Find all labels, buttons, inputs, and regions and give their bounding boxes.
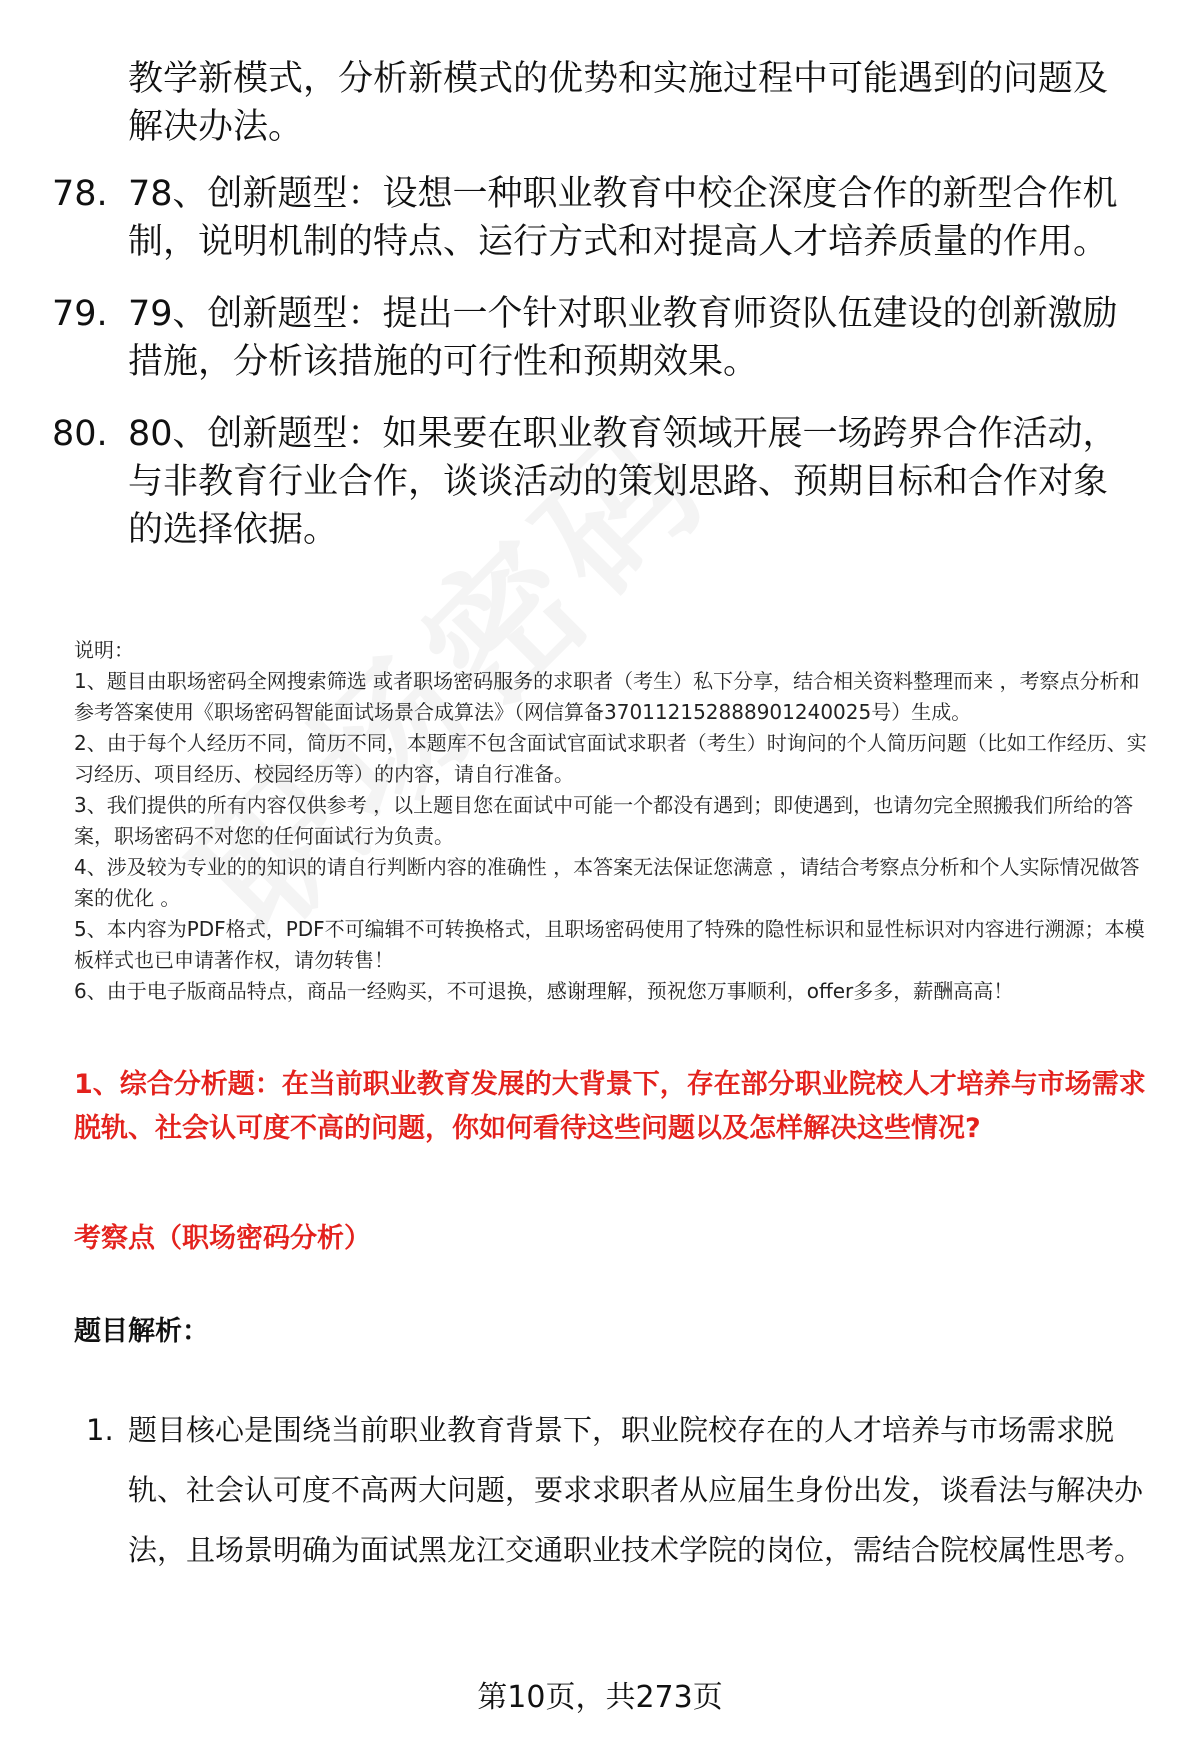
- analysis-heading: 题目解析：: [74, 1316, 209, 1347]
- main-question: 1、综合分析题：在当前职业教育发展的大背景下，存在部分职业院校人才培养与市场需求脱轨、社会认可度不高的问题，你如何看待这些问题以及怎样解决这些情况?: [74, 1069, 1146, 1144]
- analysis-number: 1.: [86, 1413, 114, 1447]
- question-number: 79.: [52, 294, 108, 334]
- notes-title: 说明：: [74, 638, 134, 662]
- question-text: 79、创新题型：提出一个针对职业教育师资队伍建设的创新激励措施，分析该措施的可行性和预期效果。: [128, 294, 1118, 382]
- question-text: 78、创新题型：设想一种职业教育中校企深度合作的新型合作机制，说明机制的特点、运行方式和对提高人才培养质量的作用。: [128, 174, 1118, 262]
- exam-point-heading: 考察点（职场密码分析）: [74, 1223, 371, 1254]
- intro-continuation: 教学新模式，分析新模式的优势和实施过程中可能遇到的问题及解决办法。: [128, 59, 1109, 147]
- question-number: 80.: [52, 414, 108, 454]
- page-footer: 第10页，共273页: [477, 1680, 723, 1715]
- notes-section: [74, 635, 1154, 1007]
- note-item: 5、本内容为PDF格式，PDF不可编辑不可转换格式，且职场密码使用了特殊的隐性标识和显性标识对内容进行溯源；本模板样式也已申请著作权，请勿转售！: [74, 917, 1145, 972]
- note-item: 1、题目由职场密码全网搜索筛选 或者职场密码服务的求职者（考生）私下分享，结合相关资料整理而来 ，考察点分析和参考答案使用《职场密码智能面试场景合成算法》（网信算备370112152888901240025号）生成。: [74, 669, 1140, 724]
- note-item: 3、我们提供的所有内容仅供参考 ，以上题目您在面试中可能一个都没有遇到；即使遇到，也请勿完全照搬我们所给的答案，职场密码不对您的任何面试行为负责。: [74, 793, 1134, 848]
- note-item: 2、由于每个人经历不同，简历不同，本题库不包含面试官面试求职者（考生）时询问的个人简历问题（比如工作经历、实习经历、项目经历、校园经历等）的内容，请自行准备。: [74, 731, 1147, 786]
- note-item: 6、由于电子版商品特点，商品一经购买，不可退换，感谢理解，预祝您万事顺利，offer多多，薪酬高高！: [74, 979, 1014, 1003]
- analysis-text: 题目核心是围绕当前职业教育背景下，职业院校存在的人才培养与市场需求脱轨、社会认可度不高两大问题，要求求职者从应届生身份出发，谈看法与解决办法，且场景明确为面试黑龙江交通职业技术学院的岗位，需结合院校属性思考。: [128, 1413, 1144, 1567]
- question-number: 78.: [52, 174, 108, 214]
- note-item: 4、涉及较为专业的的知识的请自行判断内容的准确性 ，本答案无法保证您满意 ，请结合考察点分析和个人实际情况做答案的优化 。: [74, 855, 1140, 910]
- question-text: 80、创新题型：如果要在职业教育领域开展一场跨界合作活动，与非教育行业合作，谈谈活动的策划思路、预期目标和合作对象的选择依据。: [128, 414, 1118, 550]
